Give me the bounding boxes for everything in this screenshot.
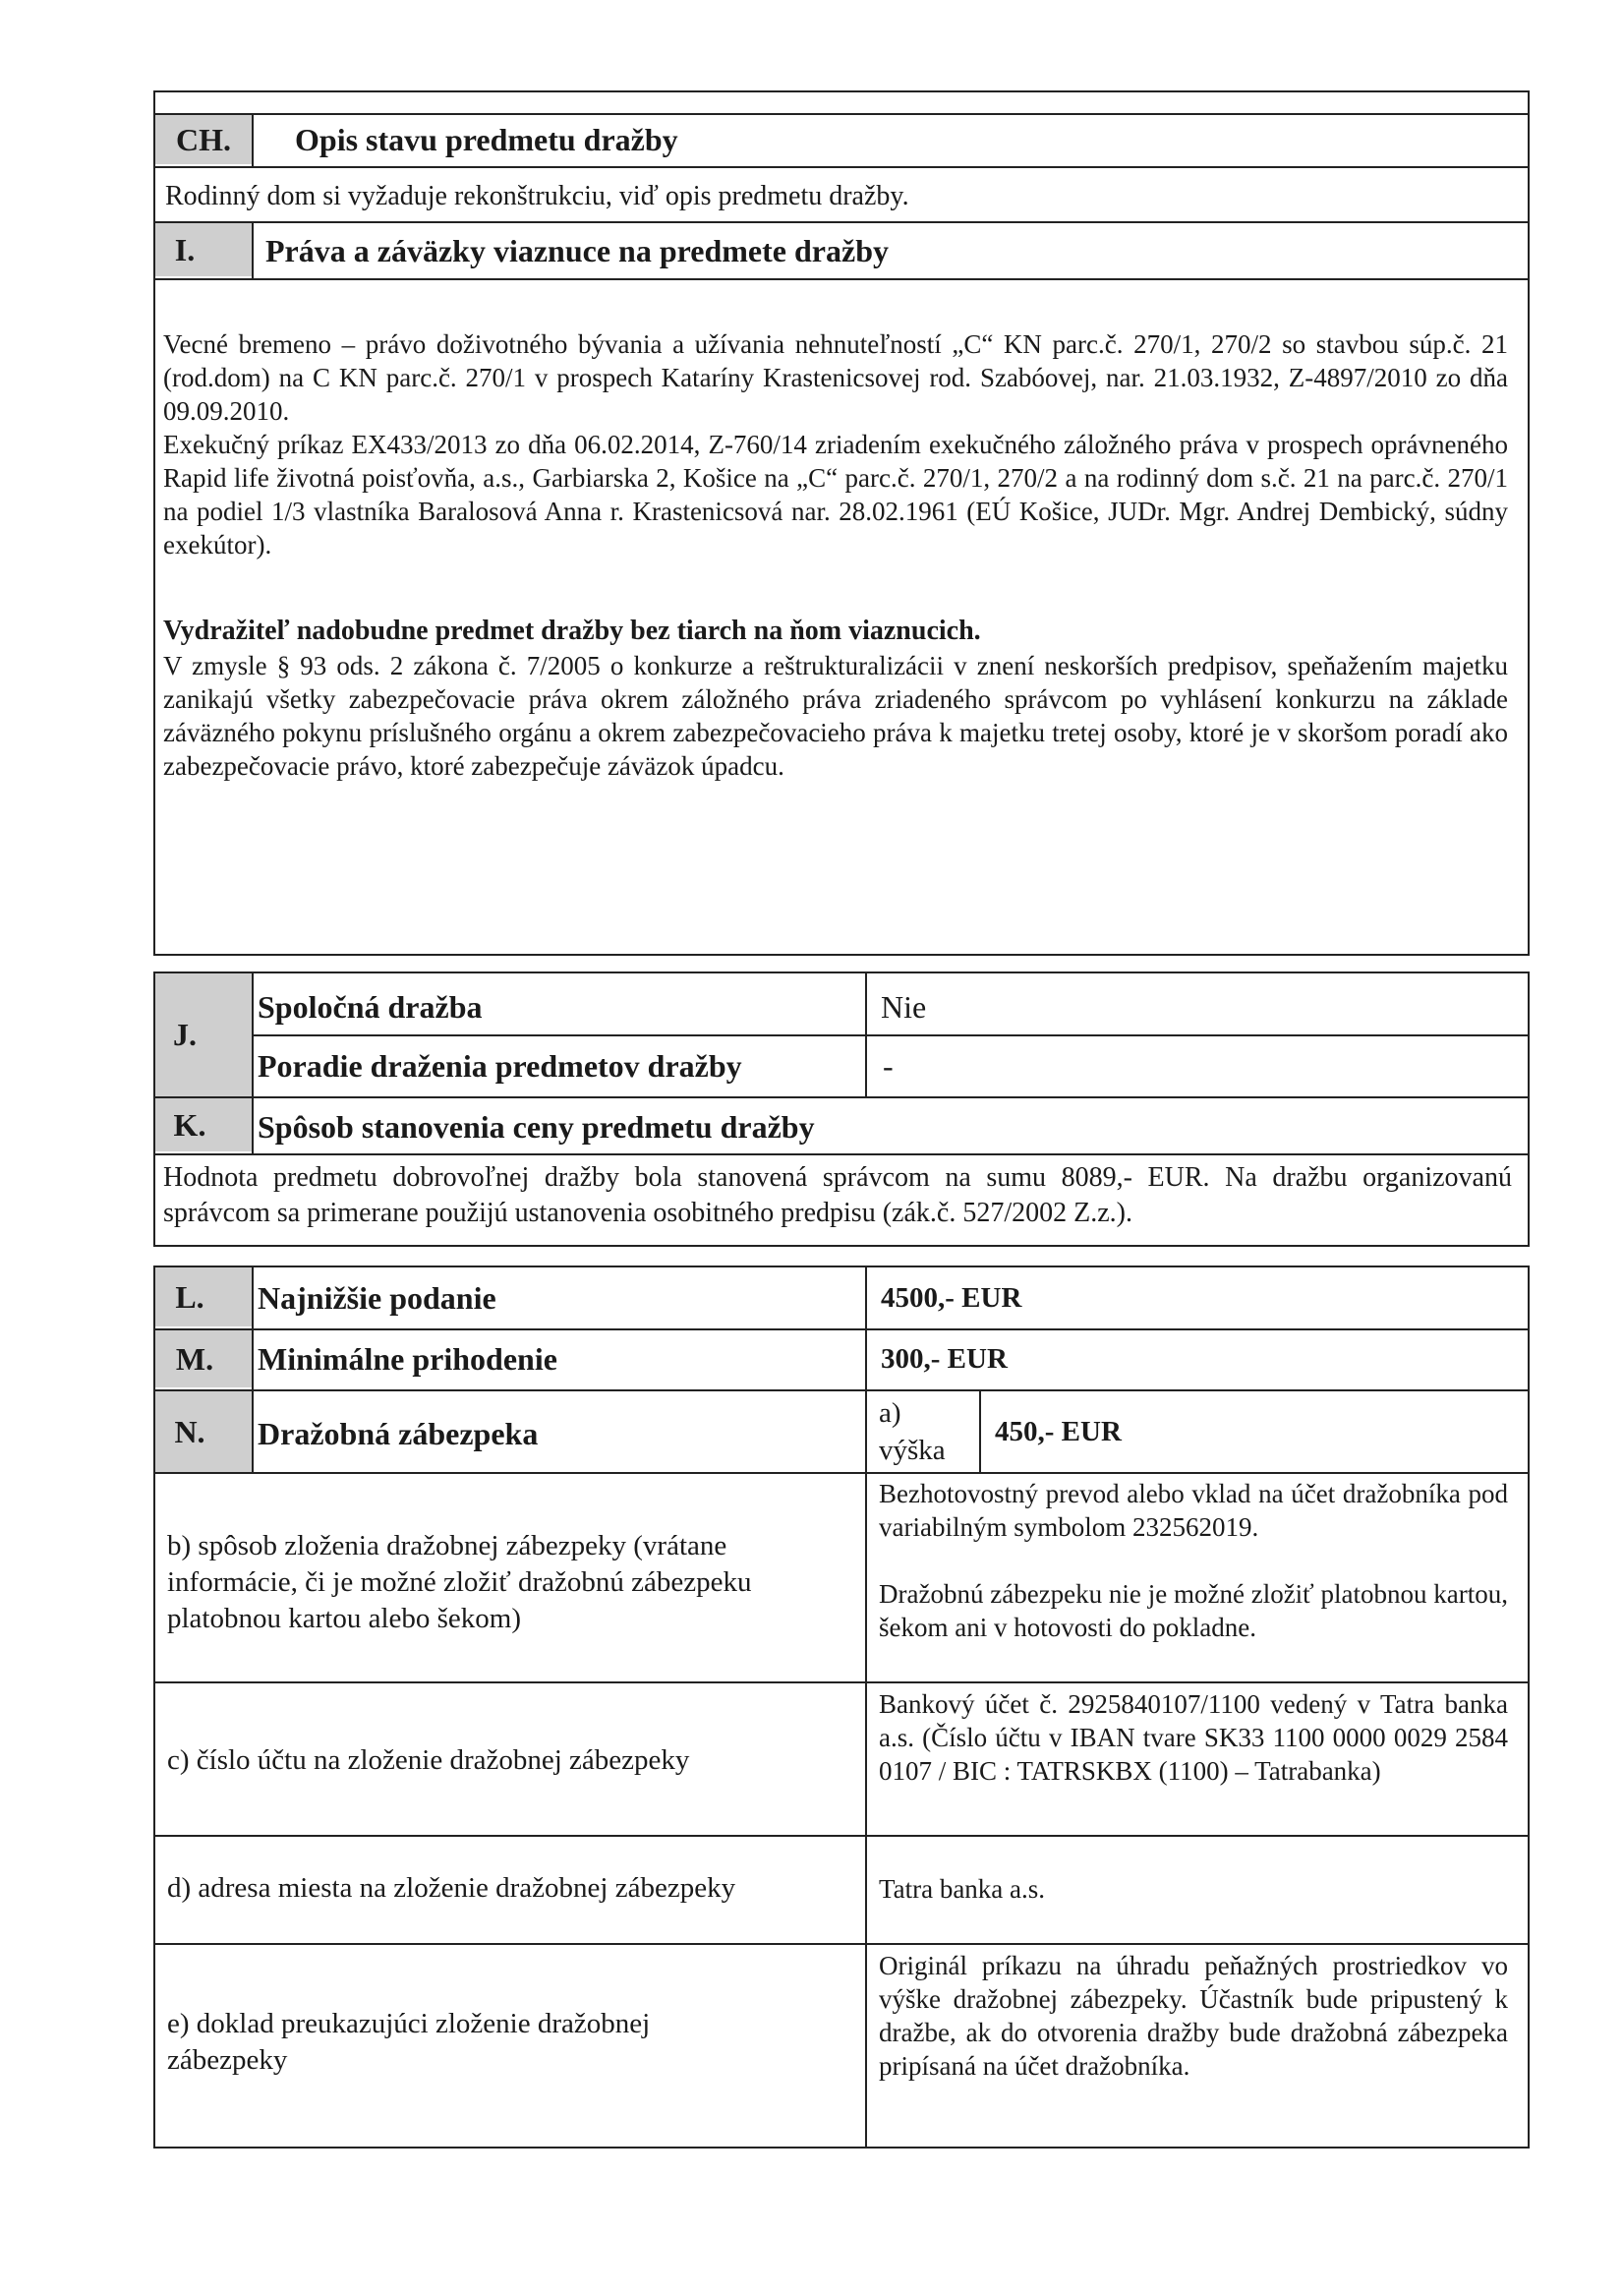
section-ch-title: Opis stavu predmetu dražby	[295, 122, 678, 157]
section-ch-label: CH.	[176, 121, 231, 157]
minimum-bid-label: Najnižšie podanie	[258, 1280, 496, 1316]
divider	[153, 113, 1530, 115]
section-k-text: Hodnota predmetu dobrovoľnej dražby bola stanovená správcom na sumu 8089,- EUR. Na dražbu organizovanú správcom sa primerane použijú ustanovenia osobitného predpisu (zák.č. 527/2002 Z.z.).	[163, 1162, 1512, 1228]
divider	[979, 1389, 981, 1474]
section-k-title: Spôsob stanovenia ceny predmetu dražby	[258, 1109, 815, 1145]
section-i-para1: Vecné bremeno – právo doživotného bývania a užívania nehnuteľností „C“ KN parc.č. 270/1, 270/2 so stavbou súp.č. 21 (rod.dom) na C KN parc.č. 270/1 v prospech Kataríny Krastenicsovej rod. Szabóovej, nar. 21.03.1932, Z-4897/2010 zo dňa 09.09.2010.	[163, 329, 1508, 426]
section-j-label: J.	[173, 1017, 197, 1052]
section-i-label: I.	[174, 231, 196, 267]
deposit-address-value: Tatra banka a.s.	[879, 1874, 1046, 1904]
section-l-label: L.	[175, 1278, 204, 1315]
divider	[153, 278, 1530, 280]
deposit-amount-label: a) výška	[879, 1397, 946, 1466]
divider	[252, 971, 254, 1153]
divider	[153, 1328, 1530, 1330]
divider	[153, 1681, 1530, 1683]
auction-order-label: Poradie draženia predmetov dražby	[258, 1048, 742, 1084]
section-i-title: Práva a záväzky viaznuce na predmete dražby	[265, 233, 889, 268]
auction-order-value: -	[883, 1048, 894, 1084]
divider	[153, 1096, 1530, 1098]
deposit-method-value-2: Dražobnú zábezpeku nie je možné zložiť platobnou kartou, šekom ani v hotovosti do pokladne.	[879, 1579, 1508, 1642]
joint-auction-value: Nie	[881, 989, 927, 1025]
auction-deposit-label: Dražobná zábezpeka	[258, 1416, 539, 1451]
section-ch-text: Rodinný dom si vyžaduje rekonštrukciu, viď opis predmetu dražby.	[165, 181, 909, 211]
deposit-proof-value: Originál príkazu na úhradu peňažných prostriedkov vo výške dražobnej zábezpeky. Účastník bude pripustený k dražbe, ak do otvorenia dražby bude dražobná zábezpeka pripísaná na účet dražobníka.	[879, 1951, 1508, 2081]
minimum-increment-label: Minimálne prihodenie	[258, 1341, 557, 1377]
divider	[153, 166, 1530, 168]
divider	[153, 1153, 1530, 1155]
joint-auction-label: Spoločná dražba	[258, 989, 483, 1025]
divider	[153, 1472, 1530, 1474]
divider	[153, 1389, 1530, 1391]
minimum-bid-value: 4500,- EUR	[881, 1282, 1022, 1314]
section-i-bold-line: Vydražiteľ nadobudne predmet dražby bez tiarch na ňom viaznucich.	[163, 616, 981, 646]
divider	[153, 1943, 1530, 1945]
divider	[865, 1266, 867, 2149]
section-k-label: K.	[173, 1106, 206, 1143]
minimum-increment-value: 300,- EUR	[881, 1343, 1008, 1375]
divider	[252, 1034, 1530, 1036]
deposit-account-label: c) číslo účtu na zloženie dražobnej zábezpeky	[167, 1744, 690, 1776]
deposit-method-label: b) spôsob zloženia dražobnej zábezpeky (vrátane informácie, či je možné zložiť dražobnú zábezpeku platobnou kartou alebo šekom)	[167, 1530, 752, 1634]
section-i-para2: Exekučný príkaz EX433/2013 zo dňa 06.02.2014, Z-760/14 zriadením exekučného záložného práva v prospech oprávneného Rapid life životná poisťovňa, a.s., Garbiarska 2, Košice na „C“ parc.č. 270/1, 270/2 a na rodinný dom s.č. 21 na parc.č. 270/1 na podiel 1/3 vlastníka Baralosová Anna r. Krastenicsová nar. 28.02.1961 (EÚ Košice, JUDr. Mgr. Andrej Dembický, súdny exekútor).	[163, 430, 1508, 559]
deposit-account-value: Bankový účet č. 2925840107/1100 vedený v Tatra banka a.s. (Číslo účtu v IBAN tvare SK33 1100 0000 0029 2584 0107 / BIC : TATRSKBX (1100) – Tatrabanka)	[879, 1689, 1508, 1786]
divider	[252, 221, 254, 278]
divider	[252, 1266, 254, 1474]
deposit-proof-label: e) doklad preukazujúci zloženie dražobnej zábezpeky	[167, 2008, 651, 2076]
section-n-label: N.	[174, 1413, 205, 1449]
divider	[252, 113, 254, 166]
deposit-address-label: d) adresa miesta na zloženie dražobnej zábezpeky	[167, 1872, 736, 1904]
divider	[153, 221, 1530, 223]
divider	[153, 1835, 1530, 1837]
section-i-para3: V zmysle § 93 ods. 2 zákona č. 7/2005 o konkurze a reštrukturalizácii v znení neskorších predpisov, speňažením majetku zanikajú všetky zabezpečovacie práva okrem záložného práva zriadeného správcom po vyhlásení konkurzu na základe záväzného pokynu príslušného orgánu a okrem zabezpečovacieho práva k majetku tretej osoby, ktoré je v skoršom poradí ako zabezpečovacie právo, ktoré zabezpečuje záväzok úpadcu.	[163, 651, 1508, 781]
section-m-label: M.	[175, 1340, 214, 1377]
deposit-amount-value: 450,- EUR	[995, 1416, 1122, 1447]
deposit-method-value-1: Bezhotovostný prevod alebo vklad na účet dražobníka pod variabilným symbolom 232562019.	[879, 1479, 1508, 1542]
